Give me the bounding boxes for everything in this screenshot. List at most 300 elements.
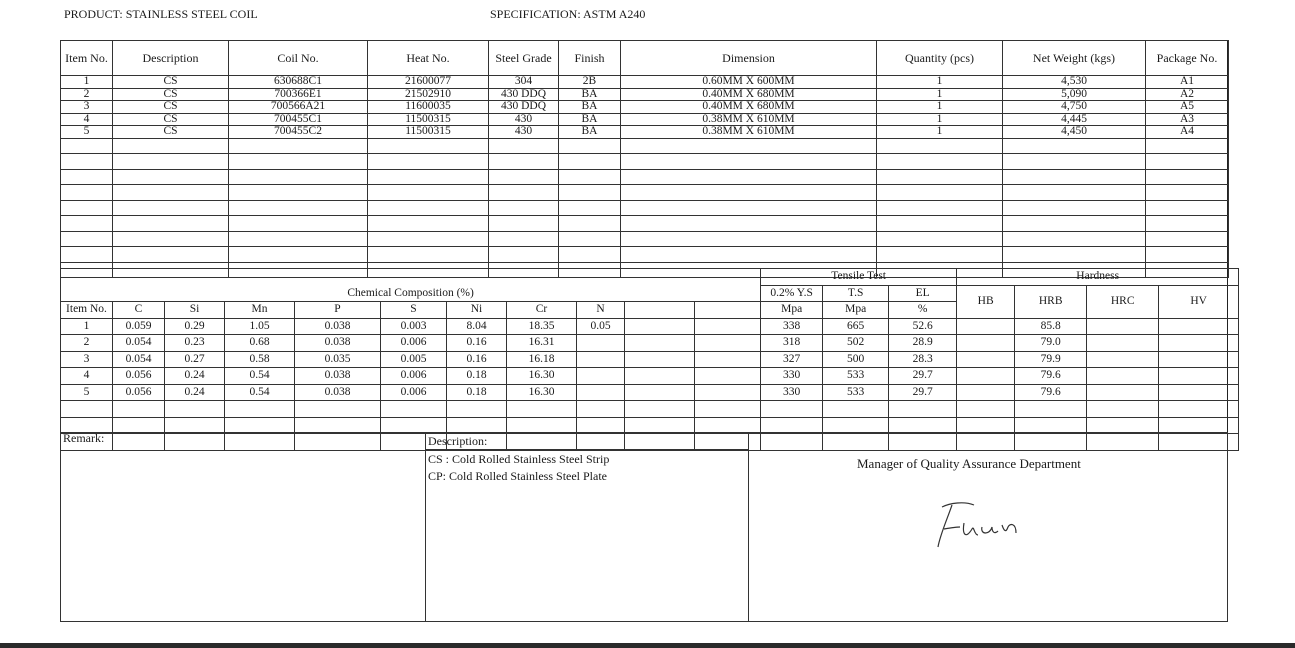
empty-cell [1159, 384, 1239, 401]
empty-cell [489, 200, 559, 216]
chem-cell-ys: 330 [761, 368, 823, 385]
chem-cell-cr: 16.18 [507, 351, 577, 368]
table-cell: CS [113, 113, 229, 126]
empty-cell [368, 231, 489, 247]
empty-cell [695, 401, 761, 418]
table-cell: 2B [559, 76, 621, 89]
empty-cell [489, 138, 559, 154]
coil-col-header: Finish [559, 41, 621, 76]
chem-cell-si: 0.27 [165, 351, 225, 368]
empty-cell [877, 231, 1003, 247]
empty-cell [229, 247, 368, 263]
empty-cell [1146, 216, 1229, 232]
coil-col-header: Item No. [61, 41, 113, 76]
table-cell: 430 [489, 113, 559, 126]
empty-cell [1159, 318, 1239, 335]
empty-cell [1146, 185, 1229, 201]
empty-cell [229, 185, 368, 201]
table-row [61, 113, 1229, 126]
coil-col-header: Dimension [621, 41, 877, 76]
chem-cell-hrb: 79.0 [1015, 335, 1087, 352]
chem-cell-s: 0.006 [381, 335, 447, 352]
coil-col-header: Coil No. [229, 41, 368, 76]
table-row [61, 368, 1239, 385]
table-cell: 1 [877, 126, 1003, 139]
chem-cell-n [577, 368, 625, 385]
scan-edge-bar [0, 643, 1295, 648]
coil-col-header: Quantity (pcs) [877, 41, 1003, 76]
chem-cell-hrb: 79.9 [1015, 351, 1087, 368]
empty-cell [957, 318, 1015, 335]
el-unit: % [889, 302, 957, 319]
empty-cell [295, 401, 381, 418]
empty-cell [761, 401, 823, 418]
empty-cell [1087, 318, 1159, 335]
table-cell: 304 [489, 76, 559, 89]
table-cell: CS [113, 76, 229, 89]
table-cell: A1 [1146, 76, 1229, 89]
table-cell: A4 [1146, 126, 1229, 139]
chem-cell-hrb: 79.6 [1015, 384, 1087, 401]
table-row [61, 384, 1239, 401]
product-header: PRODUCT: STAINLESS STEEL COIL [64, 7, 258, 21]
chem-cell-n [577, 351, 625, 368]
table-row [61, 126, 1229, 139]
empty-cell [559, 200, 621, 216]
empty-cell [877, 138, 1003, 154]
table-cell: CS [113, 101, 229, 114]
specification-header: SPECIFICATION: ASTM A240 [490, 7, 646, 21]
ts-unit: Mpa [823, 302, 889, 319]
table-row [61, 169, 1229, 185]
empty-cell [61, 247, 113, 263]
chem-cell-cr: 16.31 [507, 335, 577, 352]
table-cell: BA [559, 113, 621, 126]
chem-cell-ts: 533 [823, 368, 889, 385]
empty-cell [877, 154, 1003, 170]
chem-cell-mn: 0.54 [225, 368, 295, 385]
chem-cell-si: 0.23 [165, 335, 225, 352]
chem-cell-c: 0.054 [113, 335, 165, 352]
chem-cell-ys: 318 [761, 335, 823, 352]
coil-col-header: Heat No. [368, 41, 489, 76]
chem-cell-p: 0.038 [295, 384, 381, 401]
empty-cell [625, 318, 695, 335]
chem-cell-cr: 16.30 [507, 384, 577, 401]
empty-cell [621, 154, 877, 170]
empty-cell [61, 401, 113, 418]
empty-cell [61, 216, 113, 232]
empty-cell [489, 231, 559, 247]
empty-cell [165, 401, 225, 418]
empty-cell [695, 351, 761, 368]
table-cell: 4,530 [1003, 76, 1146, 89]
chem-cell-el: 28.9 [889, 335, 957, 352]
table-cell: 0.38MM X 610MM [621, 113, 877, 126]
table-cell: 21502910 [368, 88, 489, 101]
hrb-header: HRB [1015, 285, 1087, 318]
coil-col-header: Package No. [1146, 41, 1229, 76]
table-cell: A3 [1146, 113, 1229, 126]
table-cell: A5 [1146, 101, 1229, 114]
empty-cell [368, 185, 489, 201]
empty-cell [1003, 154, 1146, 170]
empty-cell [877, 200, 1003, 216]
chem-cell-mn: 0.54 [225, 384, 295, 401]
empty-cell [113, 247, 229, 263]
empty-cell [489, 185, 559, 201]
chem-col-header: Cr [507, 302, 577, 319]
chem-cell-s: 0.006 [381, 368, 447, 385]
chem-cell-el: 28.3 [889, 351, 957, 368]
chem-cell-s: 0.005 [381, 351, 447, 368]
empty-cell [957, 368, 1015, 385]
empty-cell [489, 216, 559, 232]
table-cell: 4,445 [1003, 113, 1146, 126]
empty-cell [1003, 200, 1146, 216]
tensile-test-heading: Tensile Test [761, 269, 957, 286]
empty-cell [225, 401, 295, 418]
chem-cell-n [577, 384, 625, 401]
table-row [61, 101, 1229, 114]
hardness-heading: Hardness [957, 269, 1239, 286]
chem-cell-ni: 0.18 [447, 368, 507, 385]
table-cell: 1 [877, 101, 1003, 114]
empty-cell [113, 200, 229, 216]
empty-cell [957, 335, 1015, 352]
table-row [61, 231, 1229, 247]
chem-cell-c: 0.059 [113, 318, 165, 335]
hb-header: HB [957, 285, 1015, 318]
empty-cell [1087, 384, 1159, 401]
empty-cell [695, 384, 761, 401]
empty-cell [381, 401, 447, 418]
remark-box [60, 432, 426, 622]
empty-cell [877, 247, 1003, 263]
table-cell: 11600035 [368, 101, 489, 114]
empty-cell [877, 216, 1003, 232]
empty-cell [507, 401, 577, 418]
empty-cell [113, 169, 229, 185]
chem-cell-s: 0.003 [381, 318, 447, 335]
table-cell: 700566A21 [229, 101, 368, 114]
empty-cell [695, 368, 761, 385]
table-cell: 11500315 [368, 113, 489, 126]
empty-cell [621, 185, 877, 201]
empty-cell [1159, 368, 1239, 385]
empty-cell [229, 169, 368, 185]
empty-cell [957, 351, 1015, 368]
table-cell: 21600077 [368, 76, 489, 89]
table-cell: 0.38MM X 610MM [621, 126, 877, 139]
empty-cell [368, 138, 489, 154]
empty-cell [1087, 401, 1159, 418]
empty-cell [61, 169, 113, 185]
chem-cell-ni: 0.16 [447, 335, 507, 352]
table-cell: A2 [1146, 88, 1229, 101]
ys-header: 0.2% Y.S [761, 285, 823, 302]
empty-cell [1159, 351, 1239, 368]
chem-cell-hrb: 85.8 [1015, 318, 1087, 335]
empty-cell [489, 154, 559, 170]
empty-cell [1015, 401, 1087, 418]
table-row [61, 200, 1229, 216]
empty-cell [368, 216, 489, 232]
hv-header: HV [1159, 285, 1239, 318]
chem-cell-p: 0.035 [295, 351, 381, 368]
table-cell: CS [113, 126, 229, 139]
table-cell: 2 [61, 88, 113, 101]
empty-cell [113, 401, 165, 418]
table-cell: 430 DDQ [489, 101, 559, 114]
empty-cell [61, 185, 113, 201]
chem-col-header: S [381, 302, 447, 319]
table-cell: 700455C1 [229, 113, 368, 126]
table-row [61, 185, 1229, 201]
chem-cell-c: 0.054 [113, 351, 165, 368]
ts-header: T.S [823, 285, 889, 302]
empty-cell [559, 185, 621, 201]
empty-cell [113, 185, 229, 201]
table-cell: 0.40MM X 680MM [621, 88, 877, 101]
empty-cell [1087, 351, 1159, 368]
chem-cell-c: 0.056 [113, 368, 165, 385]
empty-cell [368, 200, 489, 216]
table-row [61, 401, 1239, 418]
empty-cell [229, 138, 368, 154]
chem-cell-ni: 8.04 [447, 318, 507, 335]
chem-cell-hrb: 79.6 [1015, 368, 1087, 385]
chem-cell-ts: 665 [823, 318, 889, 335]
empty-cell [1087, 335, 1159, 352]
empty-cell [61, 200, 113, 216]
chem-cell-mn: 1.05 [225, 318, 295, 335]
empty-cell [113, 231, 229, 247]
empty-cell [889, 401, 957, 418]
table-cell: CS [113, 88, 229, 101]
table-cell: 700366E1 [229, 88, 368, 101]
empty-cell [877, 169, 1003, 185]
empty-cell [559, 154, 621, 170]
table-row [61, 76, 1229, 89]
table-cell: 430 [489, 126, 559, 139]
chem-cell-n: 0.05 [577, 318, 625, 335]
empty-cell [1159, 335, 1239, 352]
table-row [61, 335, 1239, 352]
chem-col-header: Mn [225, 302, 295, 319]
chem-cell-si: 0.24 [165, 368, 225, 385]
chemical-composition-heading: Chemical Composition (%) [61, 285, 761, 302]
empty-cell [368, 169, 489, 185]
table-cell: 5,090 [1003, 88, 1146, 101]
chem-cell-si: 0.24 [165, 384, 225, 401]
empty-cell [1146, 154, 1229, 170]
chem-cell-mn: 0.58 [225, 351, 295, 368]
chem-cell-item: 2 [61, 335, 113, 352]
chem-cell-c: 0.056 [113, 384, 165, 401]
chem-cell-ys: 330 [761, 384, 823, 401]
empty-cell [489, 247, 559, 263]
table-row [61, 138, 1229, 154]
chem-cell-p: 0.038 [295, 368, 381, 385]
table-cell: 0.40MM X 680MM [621, 101, 877, 114]
empty-cell [229, 200, 368, 216]
empty-cell [625, 351, 695, 368]
chem-cell-ts: 500 [823, 351, 889, 368]
chem-cell-n [577, 335, 625, 352]
empty-cell [447, 401, 507, 418]
empty-cell [1003, 185, 1146, 201]
chem-cell-item: 3 [61, 351, 113, 368]
empty-cell [1146, 169, 1229, 185]
manager-label: Manager of Quality Assurance Department [857, 456, 1081, 471]
coil-table-header [61, 41, 1229, 76]
el-header: EL [889, 285, 957, 302]
empty-cell [1003, 247, 1146, 263]
empty-cell [368, 247, 489, 263]
description-line-cs: CS : Cold Rolled Stainless Steel Strip [428, 452, 610, 466]
empty-cell [229, 154, 368, 170]
chem-cell-cr: 18.35 [507, 318, 577, 335]
chem-cell-el: 29.7 [889, 384, 957, 401]
table-cell: 630688C1 [229, 76, 368, 89]
handwritten-signature [930, 495, 1040, 555]
chem-cell-mn: 0.68 [225, 335, 295, 352]
chem-cell-ts: 502 [823, 335, 889, 352]
empty-cell [559, 138, 621, 154]
chem-cell-item: 4 [61, 368, 113, 385]
empty-cell [621, 169, 877, 185]
empty-cell [61, 138, 113, 154]
empty-cell [957, 401, 1015, 418]
chemical-table [60, 268, 1239, 451]
empty-cell [625, 335, 695, 352]
table-row [61, 154, 1229, 170]
empty-cell [559, 216, 621, 232]
table-cell: BA [559, 126, 621, 139]
empty-cell [625, 384, 695, 401]
table-cell: 1 [877, 76, 1003, 89]
empty-cell [559, 231, 621, 247]
table-cell: 4,450 [1003, 126, 1146, 139]
empty-cell [61, 231, 113, 247]
empty-cell [621, 231, 877, 247]
empty-cell [1087, 368, 1159, 385]
table-cell: 11500315 [368, 126, 489, 139]
chem-col-header: C [113, 302, 165, 319]
table-cell: BA [559, 101, 621, 114]
table-cell: 0.60MM X 600MM [621, 76, 877, 89]
empty-cell [113, 154, 229, 170]
table-cell: 1 [877, 113, 1003, 126]
chem-cell-ys: 327 [761, 351, 823, 368]
empty-cell [823, 401, 889, 418]
table-row [61, 318, 1239, 335]
empty-cell [559, 247, 621, 263]
description-label: Description: [428, 434, 488, 448]
ys-unit: Mpa [761, 302, 823, 319]
empty-cell [577, 401, 625, 418]
chem-col-header: Ni [447, 302, 507, 319]
chem-cell-si: 0.29 [165, 318, 225, 335]
table-cell: 430 DDQ [489, 88, 559, 101]
chem-col-header: Item No. [61, 302, 113, 319]
chem-col-header: P [295, 302, 381, 319]
empty-cell [621, 247, 877, 263]
empty-cell [1146, 200, 1229, 216]
chem-col-header: Si [165, 302, 225, 319]
table-cell: BA [559, 88, 621, 101]
table-row [61, 88, 1229, 101]
hrc-header: HRC [1087, 285, 1159, 318]
empty-cell [113, 138, 229, 154]
empty-cell [229, 216, 368, 232]
empty-cell [621, 138, 877, 154]
chem-cell-el: 29.7 [889, 368, 957, 385]
chem-cell-p: 0.038 [295, 335, 381, 352]
empty-cell [559, 169, 621, 185]
table-cell: 4,750 [1003, 101, 1146, 114]
coil-col-header: Steel Grade [489, 41, 559, 76]
chem-cell-cr: 16.30 [507, 368, 577, 385]
description-line-cp: CP: Cold Rolled Stainless Steel Plate [428, 469, 608, 483]
chem-col-header: N [577, 302, 625, 319]
table-cell: 4 [61, 113, 113, 126]
coil-col-header: Net Weight (kgs) [1003, 41, 1146, 76]
empty-cell [625, 401, 695, 418]
table-cell: 1 [61, 76, 113, 89]
empty-cell [695, 335, 761, 352]
empty-cell [1003, 231, 1146, 247]
empty-cell [877, 185, 1003, 201]
empty-cell [957, 384, 1015, 401]
coil-table [60, 40, 1229, 278]
table-row [61, 247, 1229, 263]
empty-cell [625, 368, 695, 385]
chem-cell-item: 5 [61, 384, 113, 401]
table-cell: 1 [877, 88, 1003, 101]
chem-cell-p: 0.038 [295, 318, 381, 335]
empty-cell [695, 318, 761, 335]
chem-cell-el: 52.6 [889, 318, 957, 335]
empty-cell [489, 169, 559, 185]
chem-cell-item: 1 [61, 318, 113, 335]
table-cell: 5 [61, 126, 113, 139]
table-cell: 700455C2 [229, 126, 368, 139]
table-row [61, 351, 1239, 368]
empty-cell [1003, 138, 1146, 154]
empty-cell [621, 216, 877, 232]
coil-col-header: Description [113, 41, 229, 76]
empty-cell [1146, 138, 1229, 154]
table-cell: 3 [61, 101, 113, 114]
empty-cell [1003, 216, 1146, 232]
empty-cell [1146, 247, 1229, 263]
empty-cell [113, 216, 229, 232]
empty-cell [1159, 401, 1239, 418]
chem-cell-ni: 0.18 [447, 384, 507, 401]
chem-cell-ni: 0.16 [447, 351, 507, 368]
chem-cell-ys: 338 [761, 318, 823, 335]
empty-cell [1003, 169, 1146, 185]
empty-cell [229, 231, 368, 247]
empty-cell [621, 200, 877, 216]
empty-cell [368, 154, 489, 170]
chem-cell-s: 0.006 [381, 384, 447, 401]
chem-cell-ts: 533 [823, 384, 889, 401]
remark-label: Remark: [63, 431, 105, 445]
empty-cell [1146, 231, 1229, 247]
